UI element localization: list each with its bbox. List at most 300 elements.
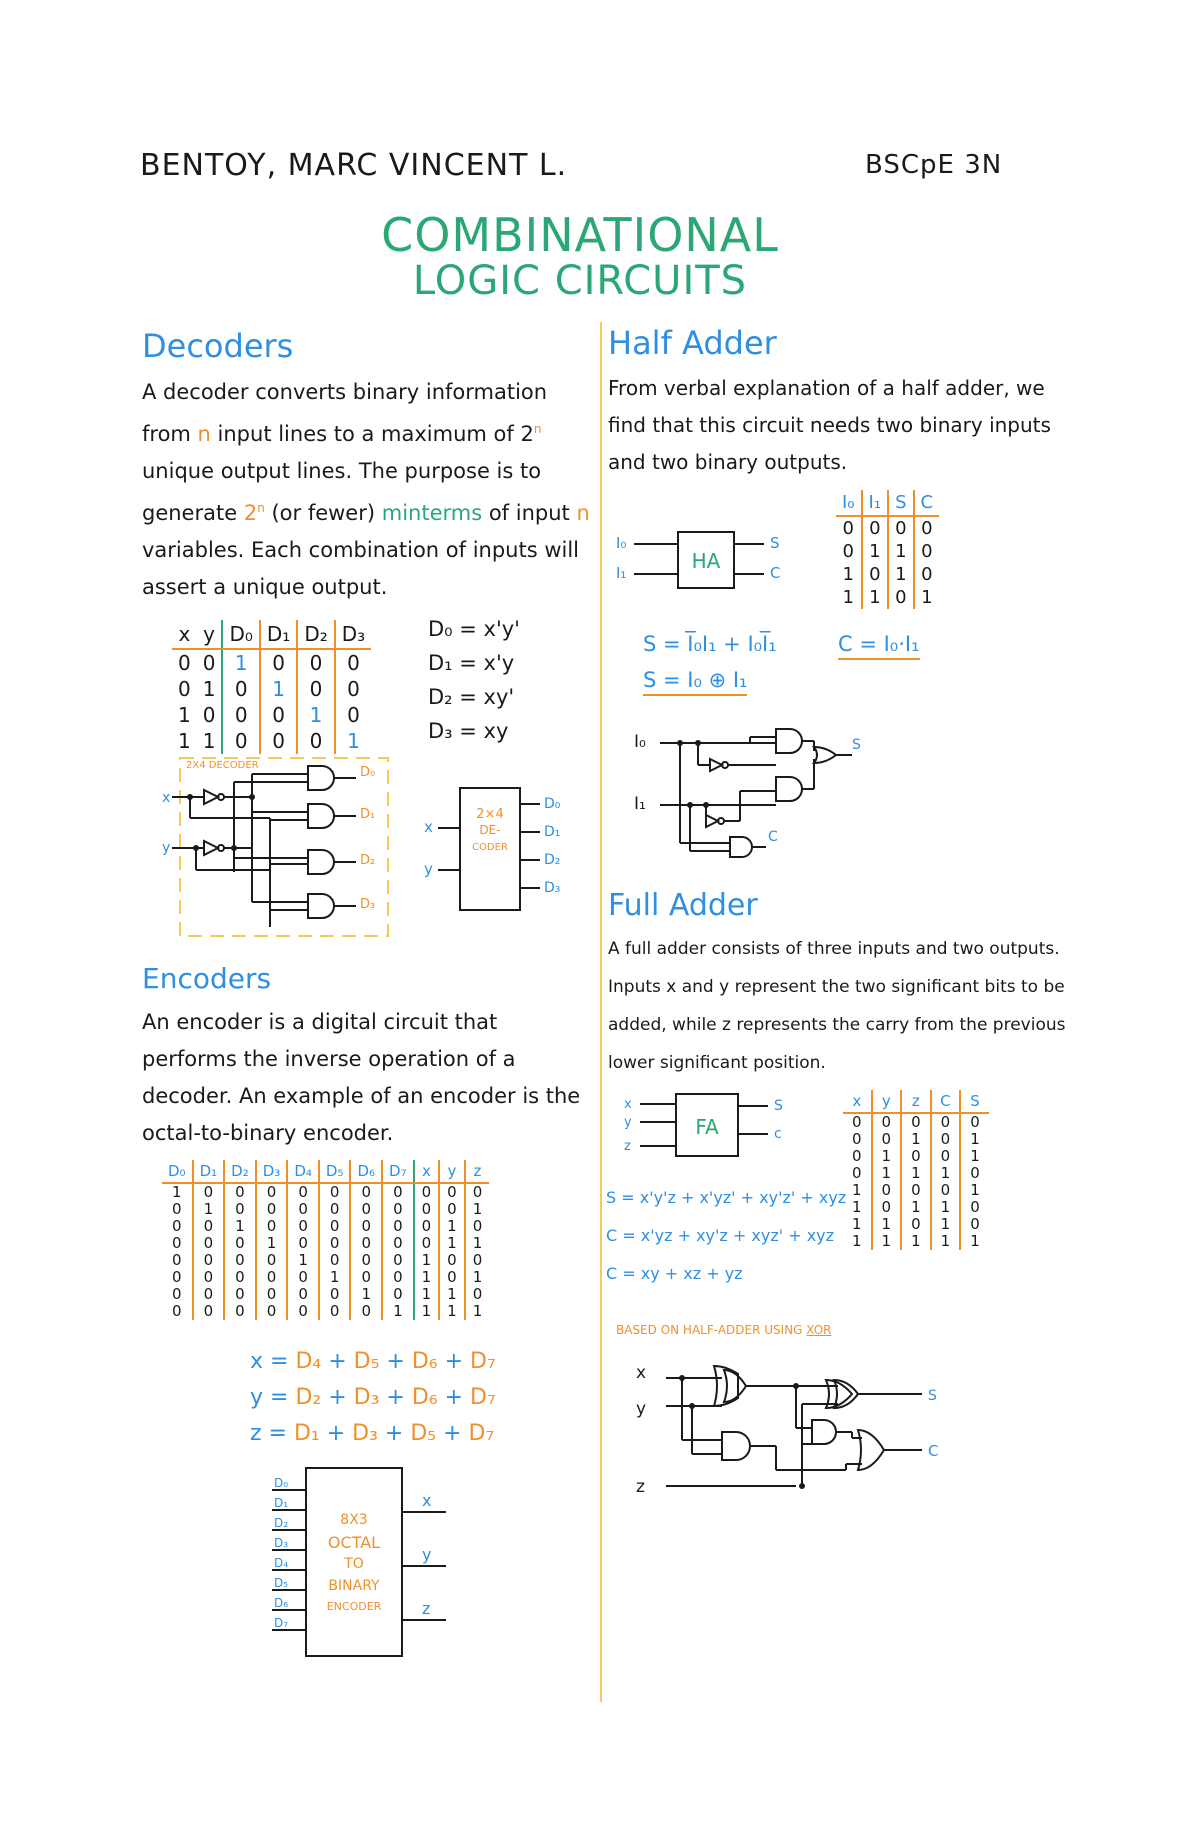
encoder-input-label: D₃ [274, 1536, 289, 1550]
svg-text:c: c [774, 1126, 782, 1142]
decoder-equations [428, 612, 520, 748]
table-cell: 0 [836, 516, 862, 540]
page-title [380, 208, 780, 304]
table-cell: 0 [931, 1182, 961, 1199]
title-line-2: LOGIC CIRCUITS [412, 258, 748, 304]
svg-text:2×4: 2×4 [476, 807, 504, 822]
encoders-paragraph: An encoder is a digital circuit that performs the inverse operation of a decoder. An example of an encoder is the octal-to-binary encoder. [142, 1010, 581, 1145]
svg-text:y: y [636, 1399, 647, 1419]
decoders-heading: Decoders [142, 327, 294, 365]
column-divider [600, 322, 602, 1702]
full-adder-block [620, 1086, 820, 1166]
table-row [836, 540, 939, 563]
half-adder-eq-s1: S = I̅₀I₁ + I₀I̅₁ [643, 632, 777, 656]
svg-text:I₁: I₁ [616, 564, 627, 582]
table-cell: 0 [901, 1113, 931, 1131]
table-cell: 0 [350, 1303, 382, 1320]
table-cell: 1 [843, 1199, 872, 1216]
table-cell: 0 [260, 649, 297, 676]
table-cell: 0 [224, 1286, 256, 1303]
table-cell: 1 [888, 540, 913, 563]
table-cell: 0 [193, 1286, 225, 1303]
decoder-circuit-in-x: x [162, 790, 171, 806]
table-cell: 0 [843, 1131, 872, 1148]
table-cell: 0 [872, 1113, 902, 1131]
table-row [162, 1201, 489, 1218]
table-row [162, 1252, 489, 1269]
decoder-circuit-out-0: D₀ [360, 765, 376, 780]
decoder-circuit-out-1: D₁ [360, 807, 376, 822]
equation-term: D₃ [353, 1385, 380, 1410]
equation-term: D₆ [411, 1349, 438, 1374]
table-cell: 0 [931, 1113, 961, 1131]
full-adder-paragraph: A full adder consists of three inputs and two outputs. Inputs x and y represent the two significant bits to be added, while z represents the carry from the previous lower significant position. [608, 939, 1066, 1073]
table-cell: 1 [901, 1131, 931, 1148]
table-cell: 1 [931, 1233, 961, 1250]
table-row [843, 1182, 989, 1199]
svg-text:ENCODER: ENCODER [326, 1600, 382, 1613]
table-cell: 1 [872, 1148, 902, 1165]
table-cell: 0 [193, 1183, 225, 1201]
table-cell: 0 [319, 1218, 351, 1235]
table-cell: 0 [439, 1183, 465, 1201]
table-cell: 0 [347, 651, 360, 675]
svg-text:x: x [636, 1363, 647, 1383]
table-cell: 0 [414, 1235, 440, 1252]
table-row [836, 563, 939, 586]
table-cell: 1 [256, 1235, 288, 1252]
svg-text:y: y [422, 1545, 432, 1564]
decoder-circuit-out-3: D₃ [360, 897, 376, 912]
decoder-circuit-out-2: D₂ [360, 853, 376, 868]
table-cell: 1 [260, 676, 297, 702]
table-row [843, 1199, 989, 1216]
table-cell: 1 [472, 1302, 483, 1320]
table-cell: 0 [439, 1269, 465, 1286]
table-cell: 0 [193, 1303, 225, 1320]
table-cell: 0 [439, 1201, 465, 1218]
table-cell: 1 [970, 1232, 980, 1250]
table-cell: 0 [319, 1303, 351, 1320]
table-cell: 0 [872, 1199, 902, 1216]
table-row [172, 702, 371, 728]
equation-term: D₇ [470, 1385, 496, 1410]
table-row [836, 586, 939, 609]
encoder-eq-z [250, 1416, 496, 1452]
table-cell: 0 [970, 1215, 980, 1233]
table-cell: 0 [193, 1218, 225, 1235]
equation-term: + [319, 1421, 353, 1446]
table-cell: 1 [872, 1165, 902, 1182]
table-cell: 0 [350, 1201, 382, 1218]
table-cell: 1 [931, 1216, 961, 1233]
svg-text:I₀: I₀ [634, 732, 646, 752]
table-cell: 0 [297, 676, 334, 702]
table-cell: 0 [350, 1269, 382, 1286]
table-row [162, 1235, 489, 1252]
table-row [162, 1218, 489, 1235]
table-cell: 1 [414, 1286, 440, 1303]
table-cell: 0 [319, 1252, 351, 1269]
table-cell: 0 [350, 1218, 382, 1235]
equation-term: + [437, 1349, 471, 1374]
table-row [162, 1183, 489, 1201]
table-cell: 0 [439, 1252, 465, 1269]
table-cell: 0 [970, 1164, 980, 1182]
svg-text:x: x [422, 1491, 432, 1510]
half-adder-gate-circuit [630, 725, 880, 875]
table-cell: 0 [162, 1218, 193, 1235]
equation-term: D₁ [293, 1421, 320, 1446]
table-row [172, 728, 371, 754]
table-cell: 1 [901, 1199, 931, 1216]
equation-term: D₇ [468, 1421, 495, 1446]
svg-text:I₀: I₀ [616, 534, 627, 552]
table-cell: 0 [224, 1183, 256, 1201]
table-header: x [414, 1160, 440, 1183]
equation-term: D₄ [295, 1349, 322, 1374]
svg-text:D₀: D₀ [544, 796, 561, 812]
table-cell: 0 [382, 1218, 414, 1235]
encoder-eq-x [250, 1344, 496, 1380]
table-cell: 1 [439, 1218, 465, 1235]
svg-text:C: C [770, 564, 781, 582]
table-cell: 0 [350, 1252, 382, 1269]
table-cell: 0 [162, 1201, 193, 1218]
table-cell: 1 [862, 540, 889, 563]
table-cell: 1 [921, 587, 933, 608]
table-cell: 1 [931, 1199, 961, 1216]
table-cell: 0 [287, 1218, 319, 1235]
table-cell: 1 [414, 1252, 440, 1269]
table-header: D₇ [382, 1160, 414, 1183]
table-cell: 0 [256, 1303, 288, 1320]
table-cell: 0 [260, 728, 297, 754]
decoders-paragraph: A decoder converts binary information from n input lines to a maximum of 2$^n$ unique output lines. The purpose is to generate 2$^n$ (or fewer) minterms of input n variables. Each combination of inputs will assert a unique output. [142, 380, 590, 599]
svg-text:DE-: DE- [479, 823, 501, 837]
table-cell: 1 [472, 1268, 483, 1286]
class-section: BSCpE 3N [865, 150, 1003, 180]
equation-term: D₃ [352, 1421, 378, 1446]
svg-text:I₁: I₁ [634, 794, 646, 814]
table-cell: 1 [439, 1286, 465, 1303]
table-cell: 0 [921, 541, 933, 562]
table-cell: 0 [256, 1201, 288, 1218]
table-cell: 0 [256, 1286, 288, 1303]
table-row [162, 1286, 489, 1303]
table-cell: 1 [472, 1200, 483, 1218]
table-cell: 0 [319, 1183, 351, 1201]
svg-text:z: z [636, 1477, 645, 1497]
equation-term: + [321, 1349, 354, 1374]
table-cell: 0 [350, 1183, 382, 1201]
table-cell: 0 [382, 1183, 414, 1201]
table-header: y [439, 1160, 465, 1183]
table-cell: 0 [222, 676, 259, 702]
table-cell: 1 [843, 1182, 872, 1199]
svg-text:FA: FA [695, 1115, 719, 1139]
table-cell: 0 [178, 651, 191, 675]
equation-term: z = [250, 1421, 294, 1446]
table-cell: 1 [197, 728, 223, 754]
table-cell: 1 [350, 1286, 382, 1303]
table-row [843, 1216, 989, 1233]
title-line-1: COMBINATIONAL [381, 208, 779, 262]
equation-term: + [379, 1385, 412, 1410]
decoder-block [420, 780, 580, 920]
table-cell: 0 [901, 1182, 931, 1199]
svg-text:S: S [770, 534, 780, 552]
svg-text:OCTAL: OCTAL [327, 1533, 381, 1552]
svg-text:z: z [624, 1139, 631, 1154]
full-adder-eq-c2: C = xy + xz + yz [606, 1264, 743, 1283]
table-cell: 1 [970, 1147, 980, 1165]
decoder-eq-d1: D₁ = x'y [428, 651, 515, 675]
svg-text:BINARY: BINARY [328, 1578, 380, 1594]
table-cell: 1 [970, 1181, 980, 1199]
table-cell: 0 [224, 1269, 256, 1286]
table-cell: 0 [287, 1235, 319, 1252]
table-cell: 1 [862, 586, 889, 609]
svg-text:C: C [928, 1442, 939, 1460]
table-cell: 0 [350, 1235, 382, 1252]
table-cell: 0 [162, 1286, 193, 1303]
table-cell: 1 [472, 1234, 483, 1252]
svg-text:y: y [624, 1115, 632, 1130]
table-cell: 1 [836, 586, 862, 609]
half-adder-eq-s2: S = I₀ ⊕ I₁ [643, 668, 747, 696]
table-cell: 0 [414, 1183, 440, 1201]
encoder-input-label: D₅ [274, 1576, 289, 1590]
decoder-circuit-in-y: y [162, 840, 171, 856]
table-cell: 1 [872, 1233, 902, 1250]
table-row [162, 1303, 489, 1320]
full-adder-eq-s: S = x'y'z + x'yz' + xy'z' + xyz [606, 1188, 847, 1207]
full-adder-gate-circuit [626, 1358, 976, 1508]
table-cell: 0 [287, 1183, 319, 1201]
table-header: D₁ [193, 1160, 225, 1183]
table-cell: 1 [297, 702, 334, 728]
table-cell: 1 [439, 1235, 465, 1252]
table-cell: 0 [382, 1286, 414, 1303]
table-cell: 1 [843, 1216, 872, 1233]
encoder-input-label: D₇ [274, 1616, 289, 1630]
equation-term: + [321, 1385, 354, 1410]
table-cell: 0 [921, 564, 933, 585]
equation-term: y = [250, 1385, 296, 1410]
table-cell: 0 [472, 1183, 483, 1201]
table-cell: 0 [921, 518, 933, 539]
table-cell: 1 [347, 729, 360, 753]
table-cell: 0 [382, 1269, 414, 1286]
table-cell: 0 [901, 1148, 931, 1165]
encoder-eq-y [250, 1380, 496, 1416]
encoder-equations [250, 1344, 496, 1452]
table-row [843, 1165, 989, 1182]
table-row [843, 1233, 989, 1250]
table-cell: 0 [162, 1235, 193, 1252]
table-cell: 0 [260, 702, 297, 728]
table-row [162, 1269, 489, 1286]
table-cell: 0 [862, 516, 889, 540]
table-cell: 0 [287, 1286, 319, 1303]
table-cell: 0 [287, 1269, 319, 1286]
table-cell: 1 [222, 649, 259, 676]
table-cell: 1 [931, 1165, 961, 1182]
table-cell: 0 [287, 1201, 319, 1218]
encoder-input-label: D₂ [274, 1516, 289, 1530]
table-cell: 0 [836, 540, 862, 563]
table-cell: 0 [256, 1183, 288, 1201]
decoder-eq-d2: D₂ = xy' [428, 685, 515, 709]
table-cell: 1 [287, 1252, 319, 1269]
equation-term: + [377, 1421, 411, 1446]
table-cell: 0 [222, 702, 259, 728]
table-cell: 1 [193, 1201, 225, 1218]
table-cell: 0 [843, 1165, 872, 1182]
encoder-block [270, 1462, 470, 1662]
svg-text:x: x [424, 818, 433, 836]
table-cell: 1 [319, 1269, 351, 1286]
table-cell: 1 [178, 729, 191, 753]
full-adder-truth-table: x y z C S 0 0 0 0 0 0 0 1 0 1 0 1 0 0 1 0 1 1 1 0 1 0 0 0 1 1 0 1 1 0 1 1 0 1 0 1 1 1 1 1 [843, 1090, 989, 1250]
table-cell: 0 [970, 1198, 980, 1216]
decoder-circuit-label: 2X4 DECODER [186, 760, 259, 771]
table-header: D₃ [256, 1160, 288, 1183]
table-header: z [465, 1160, 490, 1183]
table-cell: 1 [414, 1269, 440, 1286]
table-header: D₂ [224, 1160, 256, 1183]
table-cell: 0 [256, 1252, 288, 1269]
table-row [172, 649, 371, 676]
table-cell: 1 [178, 703, 191, 727]
equation-term: D₂ [295, 1385, 322, 1410]
svg-text:HA: HA [691, 549, 721, 573]
encoder-input-label: D₁ [274, 1496, 289, 1510]
table-cell: 1 [888, 563, 913, 586]
full-adder-eq-c1: C = x'yz + xy'z + xyz' + xyz [606, 1226, 835, 1245]
table-cell: 0 [901, 1216, 931, 1233]
full-adder-note: BASED ON HALF-ADDER USING XOR [616, 1323, 832, 1337]
table-cell: 0 [297, 649, 334, 676]
equation-term: x = [250, 1349, 296, 1374]
table-cell: 0 [319, 1201, 351, 1218]
svg-text:D₃: D₃ [544, 880, 561, 896]
table-cell: 0 [931, 1148, 961, 1165]
table-cell: 0 [888, 586, 913, 609]
svg-text:y: y [424, 860, 433, 878]
table-row [843, 1148, 989, 1165]
svg-text:D₂: D₂ [544, 852, 561, 868]
table-cell: 1 [439, 1303, 465, 1320]
half-adder-block [614, 526, 814, 596]
table-cell: 0 [222, 728, 259, 754]
table-header: D₄ [287, 1160, 319, 1183]
encoder-input-label: D₆ [274, 1596, 289, 1610]
table-header: D₆ [350, 1160, 382, 1183]
svg-text:CODER: CODER [472, 842, 508, 853]
table-cell: 1 [224, 1218, 256, 1235]
table-cell: 0 [843, 1148, 872, 1165]
equation-term: D₅ [410, 1421, 437, 1446]
table-cell: 0 [931, 1131, 961, 1148]
encoder-input-label: D₀ [274, 1476, 289, 1490]
equation-term: D₆ [411, 1385, 438, 1410]
table-cell: 0 [319, 1286, 351, 1303]
table-cell: 0 [193, 1235, 225, 1252]
table-cell: 0 [224, 1303, 256, 1320]
table-cell: 0 [472, 1251, 483, 1269]
svg-text:C: C [768, 829, 778, 845]
table-cell: 0 [872, 1131, 902, 1148]
equation-term: + [379, 1349, 412, 1374]
table-cell: 1 [836, 563, 862, 586]
svg-text:S: S [852, 737, 861, 753]
table-cell: 0 [888, 516, 913, 540]
table-cell: 0 [162, 1269, 193, 1286]
table-cell: 0 [414, 1201, 440, 1218]
full-adder-heading: Full Adder [608, 888, 758, 923]
table-cell: 0 [162, 1303, 193, 1320]
table-cell: 0 [162, 1252, 193, 1269]
table-row [172, 676, 371, 702]
decoder-circuit [160, 752, 410, 942]
equation-term: + [436, 1421, 469, 1446]
table-cell: 0 [843, 1113, 872, 1131]
table-cell: 0 [178, 677, 191, 701]
table-cell: 0 [472, 1217, 483, 1235]
table-cell: 0 [193, 1269, 225, 1286]
table-cell: 1 [197, 676, 223, 702]
table-cell: 0 [197, 649, 223, 676]
table-header: D₅ [319, 1160, 351, 1183]
table-cell: 1 [162, 1183, 193, 1201]
table-header: D₀ [162, 1160, 193, 1183]
table-row [843, 1131, 989, 1148]
table-cell: 1 [414, 1303, 440, 1320]
table-cell: 0 [472, 1285, 483, 1303]
student-name: BENTOY, MARC VINCENT L. [140, 148, 568, 183]
table-cell: 0 [193, 1252, 225, 1269]
half-adder-eq-c: C = I₀·I₁ [838, 632, 920, 660]
equation-term: D₇ [470, 1349, 496, 1374]
svg-text:z: z [422, 1599, 431, 1618]
encoder-input-label: D₄ [274, 1556, 289, 1570]
svg-text:8X3: 8X3 [340, 1512, 368, 1528]
table-cell: 0 [347, 677, 360, 701]
table-cell: 0 [224, 1235, 256, 1252]
svg-text:x: x [624, 1097, 632, 1112]
svg-text:TO: TO [344, 1556, 364, 1572]
table-cell: 1 [382, 1303, 414, 1320]
svg-text:S: S [774, 1098, 783, 1114]
encoders-heading: Encoders [142, 962, 272, 995]
table-cell: 0 [197, 702, 223, 728]
table-row [843, 1113, 989, 1131]
table-cell: 0 [414, 1218, 440, 1235]
half-adder-heading: Half Adder [608, 324, 777, 362]
table-cell: 0 [319, 1235, 351, 1252]
decoder-eq-d3: D₃ = xy [428, 719, 509, 743]
table-cell: 0 [297, 728, 334, 754]
table-cell: 0 [224, 1201, 256, 1218]
half-adder-truth-table: I₀ I₁ S C 0 0 0 0 0 1 1 0 1 0 1 0 1 1 0 1 [836, 490, 939, 609]
table-cell: 1 [901, 1233, 931, 1250]
table-cell: 0 [862, 563, 889, 586]
table-cell: 1 [872, 1216, 902, 1233]
table-cell: 1 [901, 1165, 931, 1182]
table-cell: 0 [287, 1303, 319, 1320]
